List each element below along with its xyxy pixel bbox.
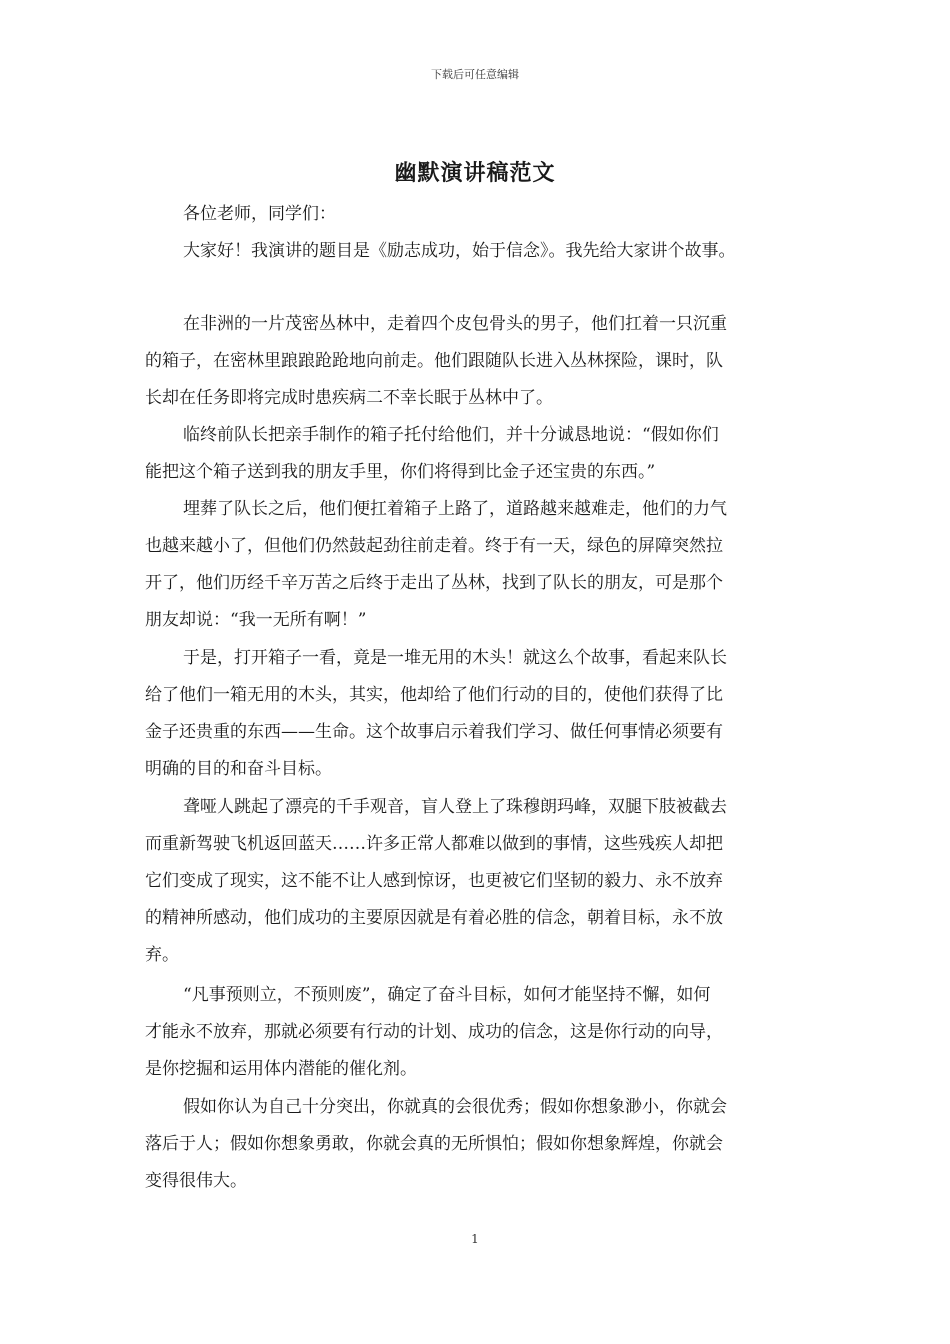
greeting-line: 各位老师，同学们： [183,204,336,224]
paragraph-6 [145,977,810,1088]
paragraph-line: 能把这个箱子送到我的朋友手里，你们将得到比金子还宝贵的东西。” [145,462,656,482]
paragraph-line: 弃。 [145,945,179,965]
paragraph-line: 聋哑人跳起了漂亮的千手观音，盲人登上了珠穆朗玛峰，双腿下肢被截去 [183,797,727,817]
paragraph-line: 金子还贵重的东西——生命。这个故事启示着我们学习、做任何事情必须要有 [145,722,723,742]
paragraph-4 [145,640,810,788]
paragraph-line: 变得很伟大。 [145,1171,247,1191]
paragraph-line: 它们变成了现实，这不能不让人感到惊讶，也更被它们坚韧的毅力、永不放弃 [145,871,723,891]
paragraph-line: 朋友却说：“我一无所有啊！” [145,610,367,630]
paragraph-line: 也越来越小了，但他们仍然鼓起劲往前走着。终于有一天，绿色的屏障突然拉 [145,536,723,556]
intro-line: 大家好！我演讲的题目是《励志成功，始于信念》。我先给大家讲个故事。 [183,241,736,261]
paragraph-1 [145,306,810,417]
paragraph-line: 的箱子，在密林里踉踉跄跄地向前走。他们跟随队长进入丛林探险，课时，队 [145,351,723,371]
paragraph-line: 是你挖掘和运用体内潜能的催化剂。 [145,1059,417,1079]
paragraph-line: 明确的目的和奋斗目标。 [145,759,332,779]
paragraph-line: 埋葬了队长之后，他们便扛着箱子上路了，道路越来越难走，他们的力气 [183,499,727,519]
document-opening [145,196,810,270]
paragraph-line: 假如你认为自己十分突出，你就真的会很优秀；假如你想象渺小，你就会 [183,1097,727,1117]
paragraph-line: 给了他们一箱无用的木头，其实，他却给了他们行动的目的，使他们获得了比 [145,685,723,705]
page-number: 1 [471,1232,479,1246]
paragraph-line: 长却在任务即将完成时患疾病二不幸长眠于丛林中了。 [145,388,553,408]
document-title: 幽默演讲稿范文 [394,160,556,186]
paragraph-line: 于是，打开箱子一看，竟是一堆无用的木头！就这么个故事，看起来队长 [183,648,727,668]
paragraph-line: 而重新驾驶飞机返回蓝天……许多正常人都难以做到的事情，这些残疾人却把 [145,834,723,854]
paragraph-5 [145,789,810,974]
paragraph-line: 开了，他们历经千辛万苦之后终于走出了丛林，找到了队长的朋友，可是那个 [145,573,723,593]
header-note: 下载后可任意编辑 [431,68,519,81]
paragraph-line: 才能永不放弃，那就必须要有行动的计划、成功的信念，这是你行动的向导， [145,1022,723,1042]
paragraph-7 [145,1089,810,1200]
paragraph-line: 落后于人；假如你想象勇敢，你就会真的无所惧怕；假如你想象辉煌，你就会 [145,1134,723,1154]
paragraph-line: 的精神所感动，他们成功的主要原因就是有着必胜的信念，朝着目标，永不放 [145,908,723,928]
paragraph-line: 临终前队长把亲手制作的箱子托付给他们，并十分诚恳地说：“假如你们 [183,425,719,445]
paragraph-3 [145,491,810,639]
paragraph-line: “凡事预则立，不预则废”，确定了奋斗目标，如何才能坚持不懈，如何 [183,985,711,1005]
paragraph-2 [145,417,810,491]
paragraph-line: 在非洲的一片茂密丛林中，走着四个皮包骨头的男子，他们扛着一只沉重 [183,314,727,334]
